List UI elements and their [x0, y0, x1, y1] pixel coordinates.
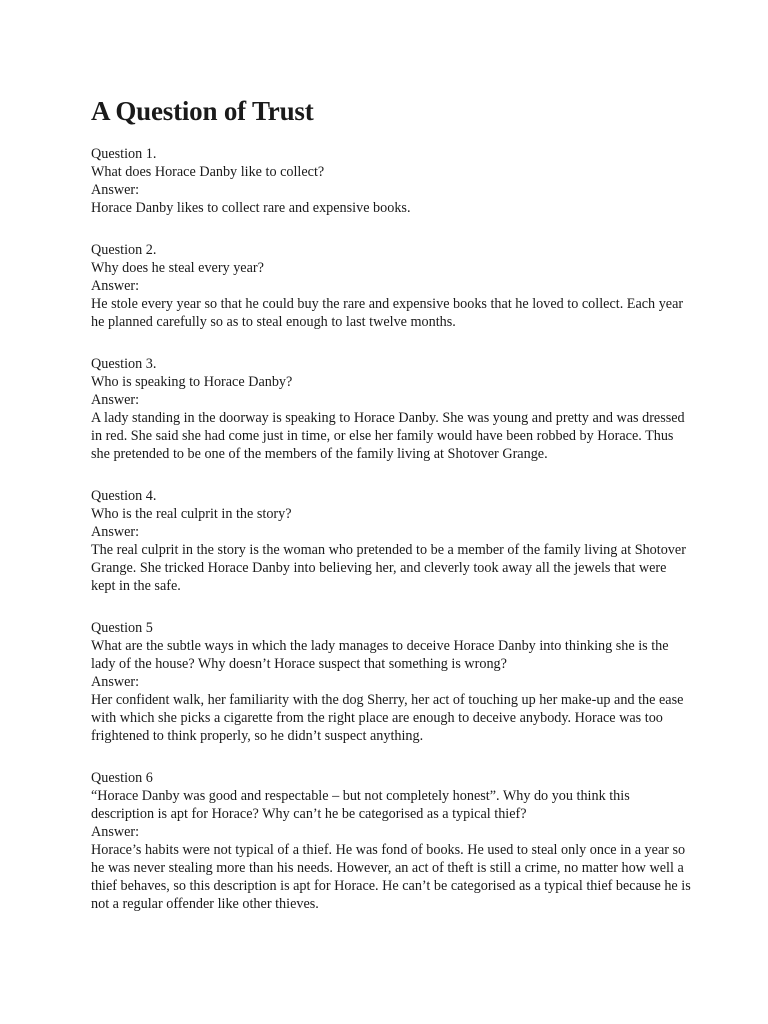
question-text: Who is the real culprit in the story?: [91, 506, 292, 522]
question-label: Question 1.: [91, 146, 157, 162]
question-label: Question 3.: [91, 356, 157, 372]
document-title: A Question of Trust: [91, 96, 314, 126]
answer-label: Answer:: [91, 392, 140, 408]
answer-text: Horace’s habits were not typical of a thief. He was fond of books. He used to steal only once in a year so he was never stealing more than his needs. However, an act of theft is still a crime, no matter how well a thief behaves, so this description is apt for Horace. He can’t be categorised as a typical thief because he is not a regular offender like other thieves.: [91, 842, 691, 912]
answer-text: Horace Danby likes to collect rare and expensive books.: [91, 200, 411, 216]
qa-item-6: [91, 769, 691, 913]
answer-text: The real culprit in the story is the woman who pretended to be a member of the family living at Shotover Grange. She tricked Horace Danby into believing her, and cleverly took away all the jewels that were kept in the safe.: [91, 542, 686, 594]
answer-text: A lady standing in the doorway is speaking to Horace Danby. She was young and pretty and was dressed in red. She said she had come just in time, or else her family would have been robbed by Horace. Thus she pretended to be one of the members of the family living at Shotover Grange.: [91, 410, 685, 462]
qa-item-5: [91, 619, 691, 745]
question-label: Question 6: [91, 770, 153, 786]
question-label: Question 5: [91, 620, 153, 636]
answer-label: Answer:: [91, 278, 140, 294]
qa-item-1: [91, 145, 691, 217]
question-label: Question 4.: [91, 488, 157, 504]
qa-item-4: [91, 487, 691, 595]
question-text: What are the subtle ways in which the lady manages to deceive Horace Danby into thinking she is the lady of the house? Why doesn’t Horace suspect that something is wrong?: [91, 638, 669, 672]
question-text: What does Horace Danby like to collect?: [91, 164, 325, 180]
question-text: Who is speaking to Horace Danby?: [91, 374, 293, 390]
document-page: [91, 94, 691, 937]
qa-item-3: [91, 355, 691, 463]
answer-label: Answer:: [91, 182, 140, 198]
question-text: Why does he steal every year?: [91, 260, 264, 276]
answer-label: Answer:: [91, 524, 140, 540]
answer-label: Answer:: [91, 824, 140, 840]
answer-text: He stole every year so that he could buy the rare and expensive books that he loved to collect. Each year he planned carefully so as to steal enough to last twelve months.: [91, 296, 684, 330]
answer-label: Answer:: [91, 674, 140, 690]
answer-text: Her confident walk, her familiarity with the dog Sherry, her act of touching up her make-up and the ease with which she picks a cigarette from the right place are enough to deceive anybody. Horace was too frightened to think properly, so he didn’t suspect anything.: [91, 692, 684, 744]
question-label: Question 2.: [91, 242, 157, 258]
question-text: “Horace Danby was good and respectable – but not completely honest”. Why do you think this description is apt for Horace? Why can’t he be categorised as a typical thief?: [91, 788, 630, 822]
qa-item-2: [91, 241, 691, 331]
